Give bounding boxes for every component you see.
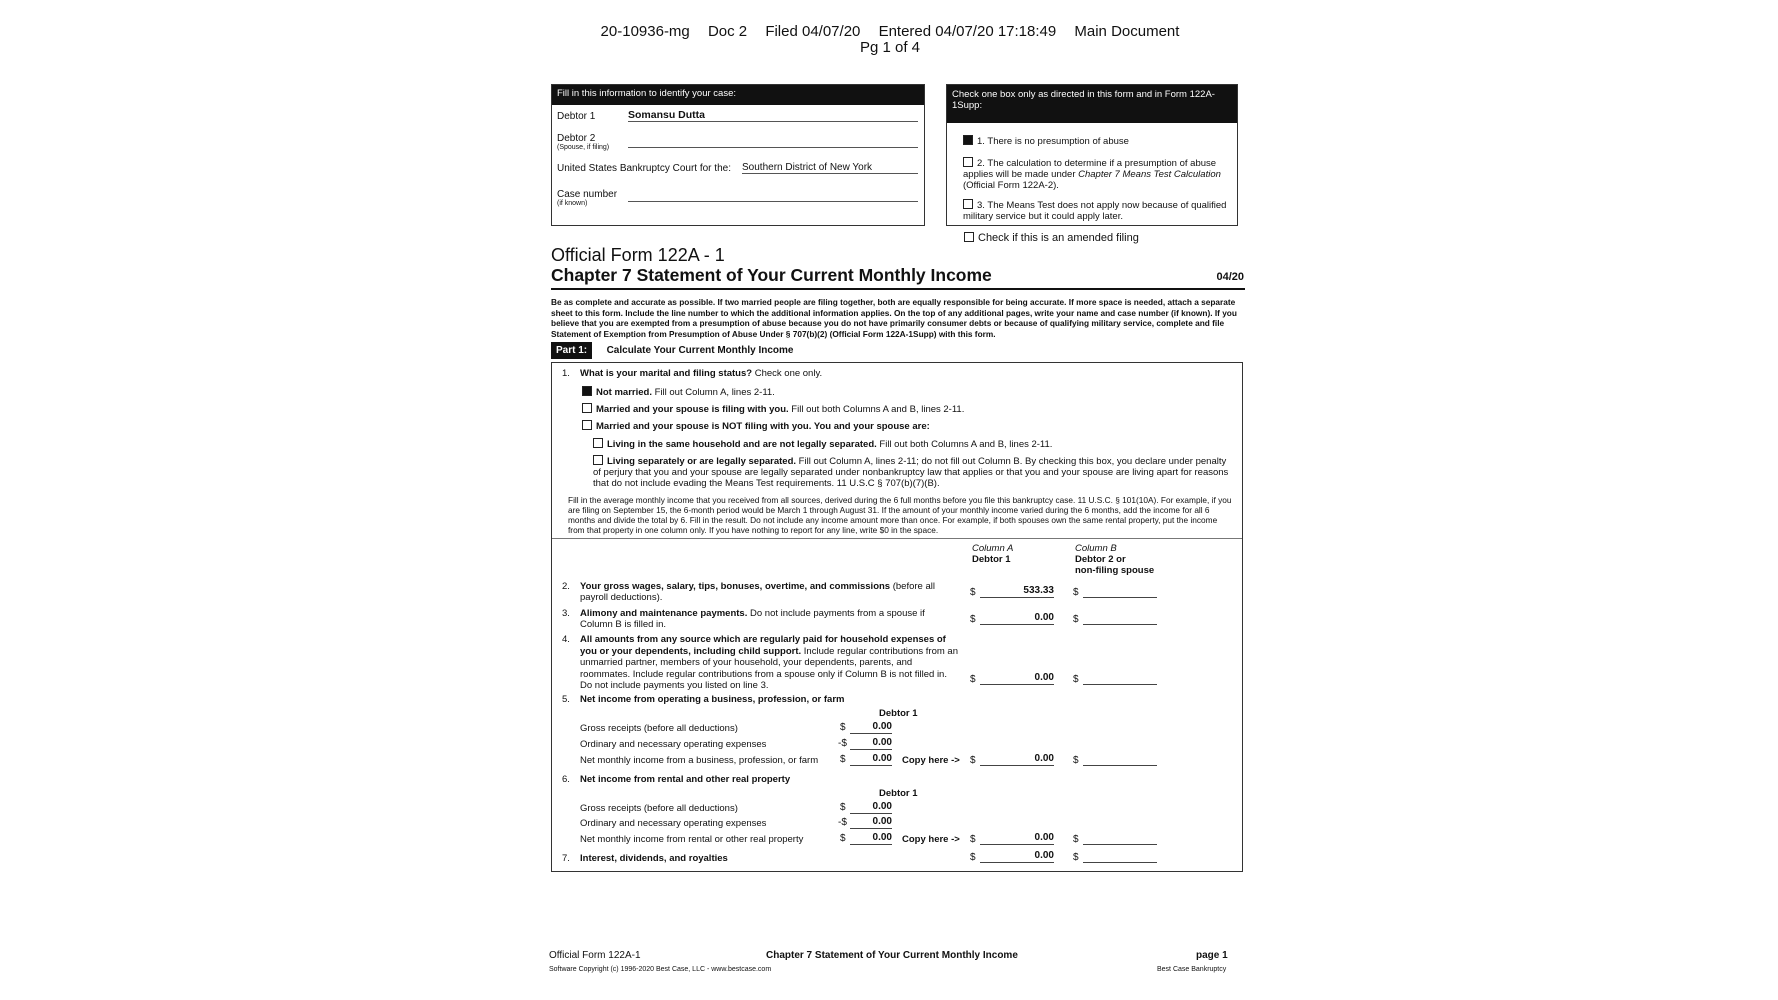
status-married-joint[interactable] bbox=[582, 403, 964, 415]
dollar-sign: $ bbox=[1073, 614, 1079, 625]
case-number-block bbox=[557, 189, 617, 207]
q1-rest: Check one only. bbox=[752, 368, 823, 379]
line6-title: Net income from rental and other real property bbox=[580, 774, 791, 785]
opt-c1-bold: Living in the same household and are not legally separated. bbox=[607, 439, 877, 450]
line6-amount[interactable]: 0.00 bbox=[980, 832, 1054, 845]
opt-b-bold: Married and your spouse is filing with you. bbox=[596, 404, 789, 415]
dollar-sign: $ bbox=[1073, 834, 1079, 845]
checkbox-icon[interactable] bbox=[582, 403, 592, 413]
section-divider bbox=[552, 538, 1242, 539]
column-a-title: Column A bbox=[972, 543, 1014, 554]
footer-brand: Best Case Bankruptcy bbox=[1157, 966, 1227, 973]
court-header bbox=[508, 24, 1272, 56]
line5-expense-amount[interactable]: 0.00 bbox=[850, 737, 892, 750]
line4-bold: All amounts from any source which are regularly paid for household expenses of you or your dependents, including child support. bbox=[580, 634, 946, 657]
line3-amount[interactable]: 0.00 bbox=[980, 612, 1054, 625]
option-no-presumption[interactable] bbox=[963, 135, 1233, 147]
dollar-sign: $ bbox=[970, 834, 976, 845]
opt-c2-bold: Living separately or are legally separated. bbox=[607, 456, 797, 467]
checkbox-icon[interactable] bbox=[964, 232, 974, 242]
status-same-household[interactable] bbox=[593, 438, 1052, 450]
line5-net-amount[interactable]: 0.00 bbox=[850, 753, 892, 766]
income-section bbox=[551, 362, 1243, 872]
column-a-sub: Debtor 1 bbox=[972, 554, 1011, 565]
line5-copy-here: Copy here -> bbox=[902, 755, 960, 766]
presumption-bar: Check one box only as directed in this form and in Form 122A-1Supp: bbox=[947, 85, 1237, 123]
dollar-sign: $ bbox=[840, 754, 846, 765]
line6-gross-label: Gross receipts (before all deductions) bbox=[580, 803, 738, 814]
line6-expense-label: Ordinary and necessary operating expenses bbox=[580, 818, 767, 829]
q1-number: 1. bbox=[562, 368, 570, 379]
title-rule bbox=[551, 288, 1245, 290]
line6-debtor1-header: Debtor 1 bbox=[879, 788, 918, 799]
footer-title: Chapter 7 Statement of Your Current Monthly Income bbox=[766, 950, 1018, 961]
checkbox-checked-icon[interactable] bbox=[963, 135, 973, 145]
minus-dollar-sign: -$ bbox=[838, 738, 847, 749]
q1-bold: What is your marital and filing status? bbox=[580, 368, 753, 379]
option2-text-b: Chapter 7 Means Test Calculation bbox=[1078, 169, 1221, 180]
document-page bbox=[508, 0, 1272, 1000]
footer-form-name: Official Form 122A-1 bbox=[549, 950, 641, 961]
dollar-sign: $ bbox=[840, 722, 846, 733]
line2-rest: (before all payroll deductions). bbox=[580, 581, 935, 603]
line6-net-amount[interactable]: 0.00 bbox=[850, 832, 892, 845]
line4-number: 4. bbox=[562, 634, 570, 645]
line4-rest: Include regular contributions from an unmarried partner, members of your household, your dependents, parents, and roommates. Include regular contributions from a spouse only if Column B is not filled in. Do not include payments you listed on line 3. bbox=[580, 645, 958, 691]
column-b-header bbox=[1075, 543, 1154, 576]
line3-number: 3. bbox=[562, 608, 570, 619]
line2-number: 2. bbox=[562, 581, 570, 592]
opt-c-bold: Married and your spouse is NOT filing with you. You and your spouse are: bbox=[596, 421, 930, 432]
presumption-box bbox=[946, 84, 1238, 226]
checkbox-icon[interactable] bbox=[593, 455, 603, 465]
line3-rest: Do not include payments from a spouse if Column B is filled in. bbox=[580, 608, 925, 630]
opt-c2-rest: Fill out Column A, lines 2-11; do not fill out Column B. By checking this box, you declare under penalty of perjury that you and your spouse are legally separated under nonbankruptcy law that applies or that you and your spouse are living apart for reasons that do not include evading the Means Test requirements. 11 U.S.C § 707(b)(7)(B). bbox=[593, 456, 1229, 489]
status-living-separately[interactable] bbox=[593, 455, 1233, 489]
line4-b-amount[interactable] bbox=[1083, 672, 1157, 685]
part-header bbox=[551, 340, 1241, 358]
column-b-sub2: non-filing spouse bbox=[1075, 565, 1155, 576]
dollar-sign: $ bbox=[970, 674, 976, 685]
checkbox-icon[interactable] bbox=[963, 157, 973, 167]
line6-number: 6. bbox=[562, 774, 570, 785]
identify-case-box bbox=[551, 84, 925, 226]
debtor1-label: Debtor 1 bbox=[557, 111, 596, 122]
filed-date: Filed 04/07/20 bbox=[765, 23, 861, 40]
line2-b-amount[interactable] bbox=[1083, 585, 1157, 598]
q1-question bbox=[580, 368, 822, 379]
line2-bold: Your gross wages, salary, tips, bonuses, overtime, and commissions bbox=[580, 581, 891, 592]
opt-c1-rest: Fill out both Columns A and B, lines 2-11. bbox=[876, 439, 1053, 450]
part-label: Part 1: bbox=[551, 342, 592, 359]
line7-title: Interest, dividends, and royalties bbox=[580, 853, 728, 864]
intro-text: Be as complete and accurate as possible. If two married people are filing together, both are equally responsible for being accurate. If more space is needed, attach a separate sheet to this form. Include the line number to which the additional information applies. On the top of any additional pages, write your name and case number (if known). If you believe that you are exempted from a presumption of abuse because you do not have primarily consumer debts or because of qualifying military service, complete and file Statement of Exemption from Presumption of Abuse Under § 707(b)(2) (Official Form 122A-1Supp) with this form. bbox=[551, 297, 1237, 339]
line6-net-label: Net monthly income from rental or other real property bbox=[580, 834, 804, 845]
dollar-sign: $ bbox=[840, 802, 846, 813]
line5-gross-amount[interactable]: 0.00 bbox=[850, 721, 892, 734]
dollar-sign: $ bbox=[1073, 587, 1079, 598]
line5-debtor1-header: Debtor 1 bbox=[879, 708, 918, 719]
form-date: 04/20 bbox=[1216, 271, 1244, 283]
debtor2-field[interactable] bbox=[628, 135, 918, 148]
column-a-header bbox=[972, 543, 1013, 565]
line4-text bbox=[580, 634, 960, 692]
debtor1-field[interactable]: Somansu Dutta bbox=[628, 109, 918, 122]
line5-b-amount[interactable] bbox=[1083, 753, 1157, 766]
form-subtitle: Chapter 7 Statement of Your Current Monthly Income bbox=[551, 265, 992, 285]
main-document: Main Document bbox=[1074, 23, 1180, 40]
column-b-sub1: Debtor 2 or bbox=[1075, 554, 1126, 565]
debtor2-note: (Spouse, if filing) bbox=[557, 144, 610, 151]
amended-text: Check if this is an amended filing bbox=[978, 232, 1139, 244]
case-id: 20-10936-mg bbox=[600, 23, 690, 40]
line5-title: Net income from operating a business, profession, or farm bbox=[580, 694, 845, 705]
status-married-separate[interactable] bbox=[582, 420, 930, 432]
line5-amount[interactable]: 0.00 bbox=[980, 753, 1054, 766]
opt-a-bold: Not married. bbox=[596, 387, 652, 398]
dollar-sign: $ bbox=[1073, 674, 1079, 685]
line3-b-amount[interactable] bbox=[1083, 612, 1157, 625]
option-means-test[interactable] bbox=[963, 199, 1233, 222]
option2-text-c: (Official Form 122A-2). bbox=[963, 180, 1059, 191]
footer-copyright: Software Copyright (c) 1996-2020 Best Case, LLC - www.bestcase.com bbox=[549, 966, 772, 973]
line6-b-amount[interactable] bbox=[1083, 832, 1157, 845]
part-title: Calculate Your Current Monthly Income bbox=[606, 345, 794, 356]
checkbox-icon[interactable] bbox=[963, 199, 973, 209]
line5-number: 5. bbox=[562, 694, 570, 705]
dollar-sign: $ bbox=[970, 587, 976, 598]
court-label: United States Bankruptcy Court for the: bbox=[557, 163, 731, 174]
line3-text bbox=[580, 608, 960, 630]
option3-text: 3. The Means Test does not apply now because of qualified military service but it could apply later. bbox=[963, 200, 1227, 222]
line6-expense-amount[interactable]: 0.00 bbox=[850, 816, 892, 829]
dollar-sign: $ bbox=[1073, 852, 1079, 863]
line4-amount[interactable]: 0.00 bbox=[980, 672, 1054, 685]
line7-amount[interactable]: 0.00 bbox=[980, 850, 1054, 863]
line2-amount[interactable]: 533.33 bbox=[980, 585, 1054, 598]
option2-text-a: 2. The calculation to determine if a presumption of abuse applies will be made under bbox=[963, 158, 1217, 180]
debtor2-label: Debtor 2 bbox=[557, 133, 596, 144]
doc-number: Doc 2 bbox=[707, 23, 748, 40]
amended-filing-option[interactable] bbox=[964, 232, 1139, 244]
court-field[interactable]: Southern District of New York bbox=[742, 162, 918, 174]
line3-bold: Alimony and maintenance payments. bbox=[580, 608, 748, 619]
checkbox-checked-icon[interactable] bbox=[582, 386, 592, 396]
dollar-sign: $ bbox=[970, 852, 976, 863]
line7-b-amount[interactable] bbox=[1083, 850, 1157, 863]
line5-net-label: Net monthly income from a business, profession, or farm bbox=[580, 755, 819, 766]
entered-date: Entered 04/07/20 17:18:49 bbox=[878, 23, 1057, 40]
footer-page: page 1 bbox=[1196, 950, 1228, 961]
line2-text bbox=[580, 581, 965, 603]
dollar-sign: $ bbox=[840, 833, 846, 844]
dollar-sign: $ bbox=[1073, 755, 1079, 766]
line7-number: 7. bbox=[562, 853, 570, 864]
line6-copy-here: Copy here -> bbox=[902, 834, 960, 845]
case-number-label: Case number bbox=[557, 189, 618, 200]
status-not-married[interactable] bbox=[582, 386, 775, 398]
opt-b-rest: Fill out both Columns A and B, lines 2-11. bbox=[788, 404, 965, 415]
debtor2-label-block bbox=[557, 133, 609, 151]
checkbox-icon[interactable] bbox=[593, 438, 603, 448]
line5-expense-label: Ordinary and necessary operating expenses bbox=[580, 739, 767, 750]
line5-gross-label: Gross receipts (before all deductions) bbox=[580, 723, 738, 734]
checkbox-icon[interactable] bbox=[582, 420, 592, 430]
opt-a-rest: Fill out Column A, lines 2-11. bbox=[651, 387, 775, 398]
column-b-title: Column B bbox=[1075, 543, 1117, 554]
case-number-field[interactable] bbox=[628, 189, 918, 202]
page-count: Pg 1 of 4 bbox=[859, 39, 921, 56]
identify-bar: Fill in this information to identify your case: bbox=[552, 85, 924, 105]
dollar-sign: $ bbox=[970, 755, 976, 766]
line6-gross-amount[interactable]: 0.00 bbox=[850, 801, 892, 814]
case-number-note: (if known) bbox=[557, 200, 588, 207]
income-instructions: Fill in the average monthly income that you received from all sources, derived during the 6 full months before you file this bankruptcy case. 11 U.S.C. § 101(10A). For example, if you are filing on September 15, the 6-month period would be March 1 through August 31. If the amount of your monthly income varied during the 6 months, add the income for all 6 months and divide the total by 6. Fill in the result. Do not include any income amount more than once. For example, if both spouses own the same rental property, put the income from that property in one column only. If you have nothing to report for any line, write $0 in the space. bbox=[568, 495, 1232, 535]
dollar-sign: $ bbox=[970, 614, 976, 625]
option1-text: 1. There is no presumption of abuse bbox=[977, 136, 1129, 147]
minus-dollar-sign: -$ bbox=[838, 817, 847, 828]
option-calculation[interactable] bbox=[963, 157, 1233, 191]
form-title: Official Form 122A - 1 bbox=[551, 245, 725, 265]
